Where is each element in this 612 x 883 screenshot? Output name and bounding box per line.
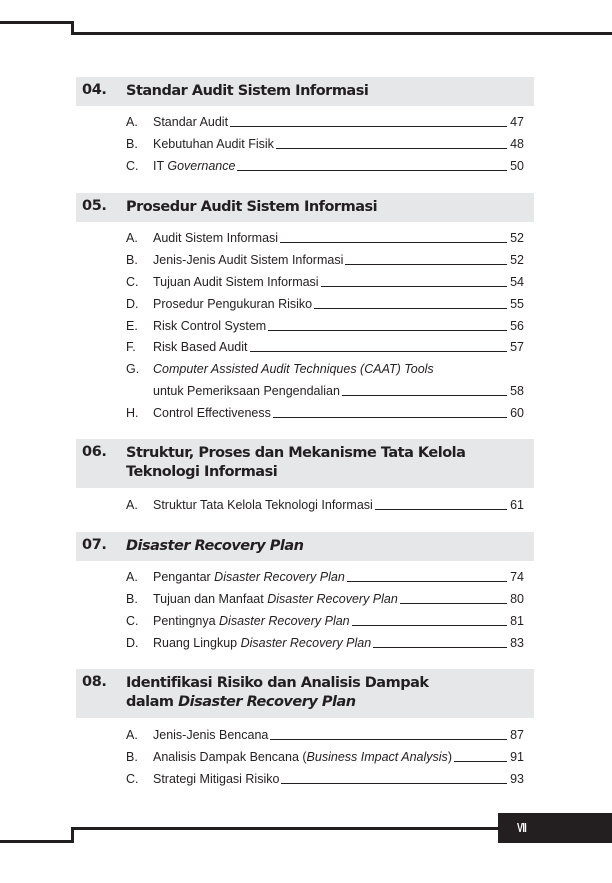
italic-text: Disaster Recovery Plan	[126, 538, 304, 554]
toc-entry-continuation[interactable]	[126, 381, 524, 401]
chapter-heading[interactable]	[76, 193, 534, 222]
text-run: Kebutuhan Audit Fisik	[153, 137, 274, 151]
toc-entry[interactable]	[126, 589, 524, 609]
page-number: VII	[517, 820, 527, 835]
toc-entry[interactable]	[126, 112, 524, 132]
entry-page-number: 56	[510, 319, 524, 333]
italic-text: Disaster Recovery Plan	[214, 570, 345, 584]
entry-letter: A.	[126, 231, 138, 245]
bottom-rule-right	[71, 827, 499, 830]
entry-letter: A.	[126, 498, 138, 512]
entry-title-continued	[153, 381, 342, 401]
entry-letter: B.	[126, 750, 138, 764]
top-rule-right	[71, 32, 612, 35]
text-run: Identifikasi Risiko dan Analisis Dampak	[126, 675, 429, 691]
leader-line	[352, 624, 507, 626]
chapter-number: 08.	[82, 674, 107, 690]
toc-entry[interactable]	[126, 359, 524, 379]
chapter-title	[126, 674, 429, 712]
entry-title	[153, 633, 373, 653]
leader-line	[281, 782, 507, 784]
entry-letter: C.	[126, 159, 139, 173]
text-run: Analisis Dampak Bencana (	[153, 750, 307, 764]
leader-line	[345, 263, 507, 265]
italic-text: Disaster Recovery Plan	[219, 614, 350, 628]
italic-text: Computer Assisted Audit Techniques (CAAT) Tools	[153, 362, 434, 376]
toc-entry[interactable]	[126, 611, 524, 631]
leader-line	[347, 580, 507, 582]
entry-letter: C.	[126, 275, 139, 289]
text-run: Prosedur Audit Sistem Informasi	[126, 199, 378, 215]
entry-title	[153, 112, 230, 132]
leader-line	[268, 329, 507, 331]
leader-line	[250, 350, 507, 352]
toc-entry[interactable]	[126, 134, 524, 154]
toc-entry[interactable]	[126, 156, 524, 176]
leader-line	[400, 602, 507, 604]
bottom-rule-left	[0, 840, 74, 843]
entry-letter: B.	[126, 253, 138, 267]
italic-text: Business Impact Analysis	[306, 750, 448, 764]
text-run: untuk Pemeriksaan Pengendalian	[153, 384, 340, 398]
chapter-number: 06.	[82, 444, 107, 460]
text-run: )	[447, 750, 452, 764]
text-run: Standar Audit	[153, 115, 229, 129]
chapter-title	[126, 444, 465, 482]
entry-title	[153, 611, 352, 631]
text-run: Tujuan Audit Sistem Informasi	[153, 275, 319, 289]
text-run: Struktur, Proses dan Mekanisme Tata Kelola	[126, 445, 466, 461]
text-run: Control Effectiveness	[153, 406, 271, 420]
leader-line	[276, 147, 507, 149]
entry-letter: E.	[126, 319, 138, 333]
entry-title	[153, 316, 268, 336]
text-run: Risk Control System	[153, 319, 267, 333]
toc-entry[interactable]	[126, 725, 524, 745]
toc-entry[interactable]	[126, 567, 524, 587]
entry-title	[153, 250, 345, 270]
entry-page-number: 55	[510, 297, 524, 311]
italic-text: Disaster Recovery Plan	[267, 592, 398, 606]
text-run: Risk Based Audit	[153, 340, 248, 354]
page-number-box	[498, 813, 612, 843]
text-run: Ruang Lingkup	[153, 636, 241, 650]
entry-title	[153, 337, 250, 357]
entry-page-number: 93	[510, 772, 524, 786]
leader-line	[375, 508, 507, 510]
chapter-heading[interactable]	[76, 77, 534, 106]
entry-letter: B.	[126, 137, 138, 151]
entry-title	[153, 272, 321, 292]
entry-title	[153, 769, 281, 789]
toc-entry[interactable]	[126, 272, 524, 292]
toc-entry[interactable]	[126, 403, 524, 423]
chapter-number: 04.	[82, 82, 107, 98]
entry-page-number: 81	[510, 614, 524, 628]
entry-page-number: 50	[510, 159, 524, 173]
entry-page-number: 74	[510, 570, 524, 584]
entry-page-number: 52	[510, 231, 524, 245]
text-run: Prosedur Pengukuran Risiko	[153, 297, 313, 311]
text-run: Struktur Tata Kelola Teknologi Informasi	[153, 498, 373, 512]
text-run: Jenis-Jenis Bencana	[153, 728, 269, 742]
entry-title	[153, 156, 237, 176]
entry-title	[153, 134, 276, 154]
entry-letter: D.	[126, 636, 139, 650]
entry-title	[153, 725, 270, 745]
text-run: Strategi Mitigasi Risiko	[153, 772, 280, 786]
entry-page-number: 60	[510, 406, 524, 420]
toc-entry[interactable]	[126, 228, 524, 248]
leader-line	[280, 241, 507, 243]
leader-line	[270, 738, 507, 740]
entry-letter: B.	[126, 592, 138, 606]
entry-page-number: 83	[510, 636, 524, 650]
entry-page-number: 57	[510, 340, 524, 354]
entry-letter: G.	[126, 362, 140, 376]
entry-page-number: 54	[510, 275, 524, 289]
text-run: IT	[153, 159, 168, 173]
leader-line	[230, 125, 507, 127]
chapter-heading[interactable]	[76, 669, 534, 718]
chapter-title	[126, 82, 368, 101]
entry-letter: C.	[126, 772, 139, 786]
text-run: Tujuan dan Manfaat	[153, 592, 268, 606]
entry-page-number: 52	[510, 253, 524, 267]
text-run: Teknologi Informasi	[126, 464, 278, 480]
entry-letter: A.	[126, 728, 138, 742]
text-run: Audit Sistem Informasi	[153, 231, 279, 245]
entry-letter: A.	[126, 570, 138, 584]
entry-page-number: 80	[510, 592, 524, 606]
entry-page-number: 58	[510, 384, 524, 398]
entry-letter: A.	[126, 115, 138, 129]
top-rule-left	[0, 21, 74, 24]
toc-entry[interactable]	[126, 294, 524, 314]
toc-entry[interactable]	[126, 747, 524, 767]
entry-title	[153, 747, 454, 767]
leader-line	[314, 307, 507, 309]
entry-page-number: 61	[510, 498, 524, 512]
entry-title	[153, 403, 273, 423]
entry-title	[153, 495, 375, 515]
chapter-title	[126, 537, 304, 556]
entry-letter: C.	[126, 614, 139, 628]
chapter-title	[126, 198, 377, 217]
entry-page-number: 48	[510, 137, 524, 151]
entry-title	[153, 567, 347, 587]
leader-line	[342, 394, 507, 396]
toc-entry[interactable]	[126, 633, 524, 653]
text-run: dalam	[126, 694, 179, 710]
toc-entry[interactable]	[126, 769, 524, 789]
leader-line	[373, 646, 507, 648]
text-run: Jenis-Jenis Audit Sistem Informasi	[153, 253, 344, 267]
toc-entry[interactable]	[126, 337, 524, 357]
entry-title	[153, 228, 280, 248]
chapter-number: 07.	[82, 537, 107, 553]
italic-text: Governance	[167, 159, 236, 173]
toc-entry[interactable]	[126, 250, 524, 270]
entry-title	[153, 589, 400, 609]
text-run: Pentingnya	[153, 614, 220, 628]
entry-letter: D.	[126, 297, 139, 311]
toc-entry[interactable]	[126, 495, 524, 515]
chapter-heading[interactable]	[76, 532, 534, 561]
leader-line	[321, 285, 507, 287]
italic-text: Disaster Recovery Plan	[178, 694, 356, 710]
toc-entry[interactable]	[126, 316, 524, 336]
entry-letter: F.	[126, 340, 136, 354]
leader-line	[237, 169, 507, 171]
text-run: Standar Audit Sistem Informasi	[126, 83, 369, 99]
leader-line	[273, 416, 507, 418]
chapter-heading[interactable]	[76, 439, 534, 488]
entry-title	[153, 294, 314, 314]
entry-page-number: 87	[510, 728, 524, 742]
entry-letter: H.	[126, 406, 139, 420]
entry-page-number: 47	[510, 115, 524, 129]
entry-title	[153, 359, 436, 379]
italic-text: Disaster Recovery Plan	[240, 636, 372, 650]
text-run: Pengantar	[153, 570, 215, 584]
entry-page-number: 91	[510, 750, 524, 764]
leader-line	[454, 760, 507, 762]
chapter-number: 05.	[82, 198, 107, 214]
